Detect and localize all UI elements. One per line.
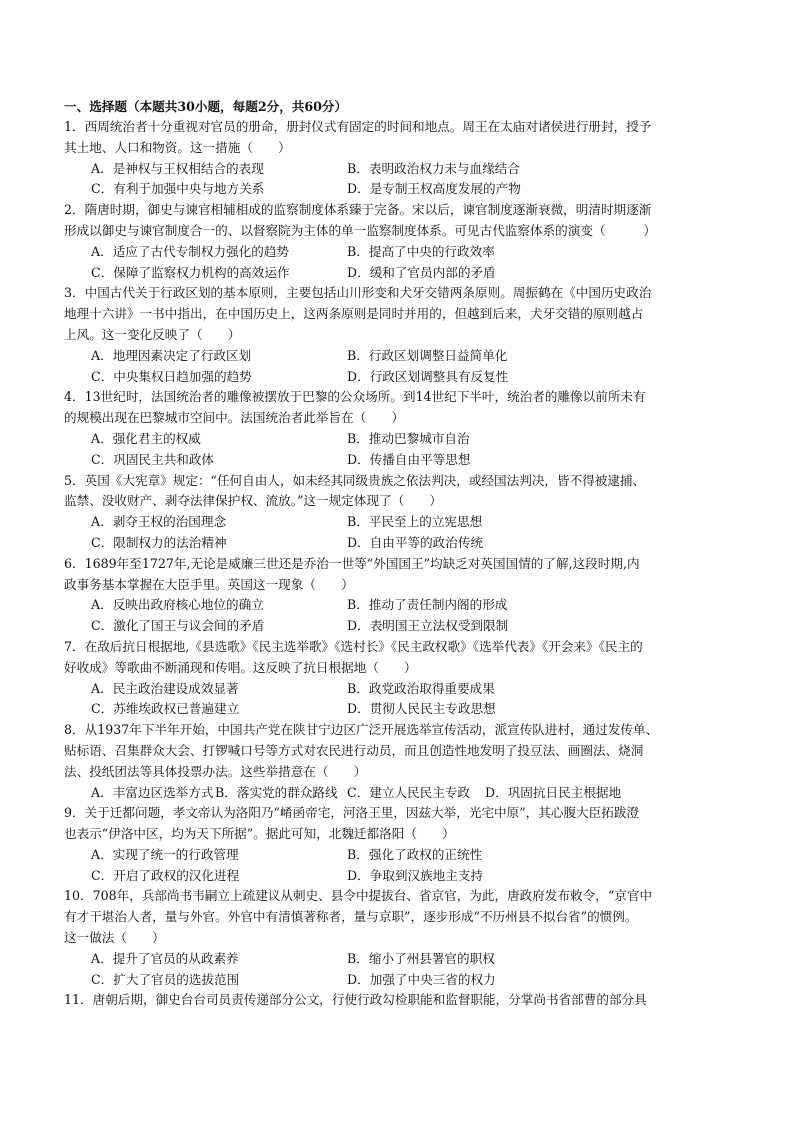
option-d: D．缓和了官员内部的矛盾: [347, 264, 496, 280]
option-c: C．保障了监察权力机构的高效运作: [91, 264, 290, 280]
question-5: [64, 471, 724, 554]
question-1: [64, 117, 724, 200]
question-9: [64, 803, 724, 886]
question-stem-line: 有才干堪治人者，量与外官。外官中有清慎著称者，量与京职”，逐步形成“不历州县不拟台省”的惯例。: [64, 909, 638, 925]
question-stem-line: 的规模出现在巴黎城市空间中。法国统治者此举旨在（ ）: [64, 410, 405, 426]
question-stem-line: 形成以御史与谏官制度合一的、以督察院为主体的单一监察制度体系。可见古代监察体系的演变（ ）: [64, 222, 656, 238]
option-d: D．自由平等的政治传统: [347, 534, 484, 550]
option-d: D．行政区划调整具有反复性: [347, 368, 509, 384]
option-group: [64, 346, 724, 388]
question-stem-line: 11．唐朝后期，御史台台司员责传递部分公文，行使行政勾检职能和监督职能，分掌尚书省部曹的部分具: [64, 992, 647, 1008]
question-stem-line: 贴标语、召集群众大会、打锣喊口号等方式对农民进行动员，而且创造性地发明了投豆法、画圈法、烧洞: [64, 742, 644, 758]
option-b: B．行政区划调整日益简单化: [347, 347, 508, 363]
question-3: [64, 283, 724, 387]
option-a: A．地理因素决定了行政区划: [91, 347, 252, 363]
option-a: A．丰富边区选举方式: [91, 784, 214, 800]
option-group: [64, 159, 724, 201]
question-stem-line: 5．英国《大宪章》规定：“任何自由人，如未经其同级贵族之依法判决，或经国法判决，皆不得被逮捕、: [64, 472, 646, 488]
question-stem-line: 好收成》等歌曲不断涌现和传唱。这反映了抗日根据地（ ）: [64, 659, 417, 675]
option-c: C．建立人民民主专政: [347, 784, 470, 800]
option-c: C．有利于加强中央与地方关系: [91, 181, 265, 197]
option-d: D．表明国王立法权受到限制: [347, 618, 509, 634]
option-group: [64, 845, 724, 887]
question-4: [64, 387, 724, 470]
option-c: C．扩大了官员的选拔范围: [91, 971, 240, 987]
option-d: D．争取到汉族地主支持: [347, 867, 484, 883]
option-b: B．表明政治权力未与血缘结合: [347, 160, 520, 176]
question-stem-line: 9．关于迁都问题，孝文帝认为洛阳乃“崤函帝宅，河洛王里，因兹大举，光宅中原”，其心腹大臣拓跋澄: [64, 805, 640, 821]
option-b: B．强化了政权的正统性: [347, 846, 483, 862]
option-d: D．是专制王权高度发展的产物: [347, 181, 521, 197]
question-7: [64, 637, 724, 720]
question-stem-line: 3．中国古代关于行政区划的基本原则，主要包括山川形变和犬牙交错两条原则。周振鹤在《中国历史政治: [64, 285, 652, 301]
question-stem-line: 6．1689年至1727年,无论是威廉三世还是乔治一世等“外国国王”均缺乏对英国国情的了解,这段时期,内: [64, 555, 640, 571]
question-list: [64, 117, 724, 1011]
question-stem-line: 政事务基本掌握在大臣手里。英国这一现象（ ）: [64, 576, 354, 592]
question-6: [64, 554, 724, 637]
question-2: [64, 200, 724, 283]
question-stem-line: 8．从1937年下半年开始，中国共产党在陕甘宁边区广泛开展选举宣传活动，派宣传队进村，通过发传单、: [64, 722, 659, 738]
option-group: [64, 949, 724, 991]
option-group: [64, 595, 724, 637]
option-b: B．推动巴黎城市自治: [347, 430, 470, 446]
option-c: C．限制权力的法治精神: [91, 534, 227, 550]
option-c: C．开启了政权的汉化进程: [91, 867, 240, 883]
option-group: [64, 242, 724, 284]
question-stem-line: 法、投纸团法等具体投票办法。这些举措意在（ ）: [64, 763, 367, 779]
question-stem-line: 上风。这一变化反映了（ ）: [64, 326, 241, 342]
option-group: [64, 783, 724, 804]
option-b: B．提高了中央的行政效率: [347, 243, 495, 259]
option-a: A．适应了古代专制权力强化的趋势: [91, 243, 290, 259]
option-c: C．激化了国王与议会间的矛盾: [91, 618, 265, 634]
option-a: A．强化君主的权威: [91, 430, 201, 446]
option-b: B．落实党的群众路线: [215, 784, 338, 800]
option-a: A．剥夺王权的治国理念: [91, 514, 227, 530]
option-b: B．缩小了州县署官的职权: [347, 950, 495, 966]
question-11: [64, 990, 724, 1011]
option-group: [64, 512, 724, 554]
option-group: [64, 429, 724, 471]
option-group: [64, 679, 724, 721]
option-a: A．是神权与王权相结合的表现: [91, 160, 264, 176]
question-stem-line: 监禁、没收财产、剥夺法律保护权、流放。”这一规定体现了（ ）: [64, 493, 442, 509]
question-stem-line: 4．13世纪时，法国统治者的雕像被摆放于巴黎的公众场所。到14世纪下半叶，统治者的雕像以前所未有: [64, 389, 646, 405]
question-stem-line: 地理十六讲》一书中指出，在中国历史上，这两条原则是同时并用的，但越到后来，犬牙交错的原则越占: [64, 306, 644, 322]
option-b: B．平民至上的立宪思想: [347, 514, 483, 530]
option-a: A．提升了官员的从政素养: [91, 950, 239, 966]
question-10: [64, 886, 724, 990]
option-a: A．反映出政府核心地位的确立: [91, 597, 264, 613]
question-stem-line: 2．隋唐时期，御史与谏官相辅相成的监察制度体系臻于完备。宋以后，谏官制度逐渐衰微，明清时期逐渐: [64, 202, 652, 218]
question-8: [64, 720, 724, 803]
option-c: C．中央集权日趋加强的趋势: [91, 368, 252, 384]
option-d: D．传播自由平等思想: [347, 451, 471, 467]
section-title: 一、选择题（本题共30小题，每题2分，共60分）: [64, 99, 348, 114]
option-d: D．加强了中央三省的权力: [347, 971, 496, 987]
option-c: C．巩固民主共和政体: [91, 451, 214, 467]
option-d: D．巩固抗日民主根据地: [485, 784, 622, 800]
question-stem-line: 这一做法（ ）: [64, 930, 165, 946]
exam-sheet: [64, 96, 724, 1011]
question-stem-line: 1．西周统治者十分重视对官员的册命，册封仪式有固定的时间和地点。周王在太庙对诸侯进行册封，授予: [64, 119, 652, 134]
option-a: A．实现了统一的行政管理: [91, 846, 239, 862]
option-b: B．推动了责任制内阁的形成: [347, 597, 508, 613]
question-stem-line: 也表示“伊洛中区，均为天下所据”。据此可知，北魏迁都洛阳（ ）: [64, 826, 455, 842]
option-d: D．贯彻人民民主专政思想: [347, 701, 496, 717]
question-stem-line: 其土地、人口和物资。这一措施（ ）: [64, 139, 291, 155]
question-stem-line: 7．在敌后抗日根据地,《县选歌》《民主选举歌》《选村长》《民主政权歌》《选举代表》《开会来》《民主的: [64, 638, 643, 654]
option-b: B．政党政治取得重要成果: [347, 680, 495, 696]
option-c: C．苏维埃政权已普遍建立: [91, 701, 240, 717]
question-stem-line: 10．708年，兵部尚书韦嗣立上疏建议从刺史、县令中提拔台、省京官，为此，唐政府发布敕令，“京官中: [64, 888, 653, 904]
option-a: A．民主政治建设成效显著: [91, 680, 239, 696]
